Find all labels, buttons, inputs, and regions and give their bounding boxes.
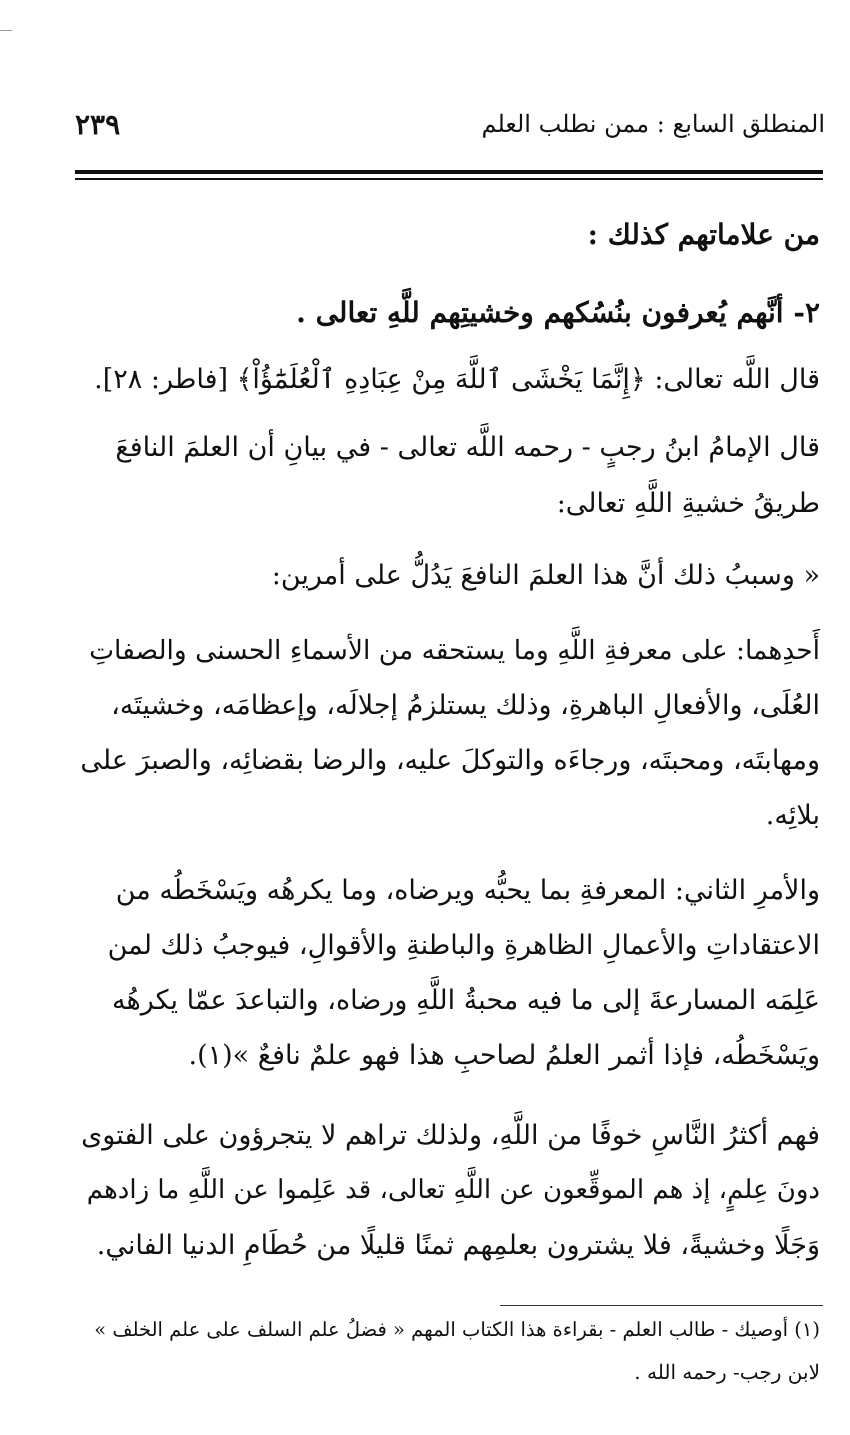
second-matter-line-3: عَلِمَه المسارعةَ إلى ما فيه محبةُ اللَّهِ ورضاه، والتباعدَ عمّا يكرهُه bbox=[112, 985, 820, 1016]
chapter-title: المنطلق السابع : ممن نطلب العلم bbox=[481, 110, 825, 138]
section-heading: من علاماتهم كذلك : bbox=[587, 218, 820, 251]
main-text bbox=[78, 0, 820, 1435]
closing-line-2: دونَ عِلمٍ، إذ هم الموقِّعون عن اللَّهِ تعالى، قد عَلِموا عن اللَّهِ ما زادهم bbox=[86, 1175, 820, 1205]
footnote-line-2: لابن رجب- رحمه الله . bbox=[634, 1360, 820, 1384]
second-matter-line-4: ويَسْخَطُه، فإذا أثمر العلمُ لصاحبِ هذا فهو علمٌ نافعٌ »(١). bbox=[188, 1040, 820, 1071]
first-matter-line-4: بلائِه. bbox=[765, 800, 820, 831]
quote-intro-line-1: قال الإمامُ ابنُ رجبٍ - رحمه اللَّه تعالى - في بيانِ أن العلمَ النافعَ bbox=[115, 432, 820, 463]
first-matter-line-2: العُلَى، والأفعالِ الباهرةِ، وذلك يستلزمُ إجلالَه، وإعظامَه، وخشيتَه، bbox=[111, 690, 820, 721]
footnote-separator bbox=[500, 1305, 823, 1306]
closing-line-1: فهم أكثرُ النَّاسِ خوفًا من اللَّهِ، ولذلك تراهم لا يتجرؤون على الفتوى bbox=[81, 1120, 820, 1151]
first-matter-line-1: أَحدِهما: على معرفةِ اللَّهِ وما يستحقه من الأسماءِ الحسنى والصفاتِ bbox=[89, 635, 820, 666]
closing-line-3: وَجَلًا وخشيةً، فلا يشترون بعلمِهم ثمنًا قليلًا من حُطَامِ الدنيا الفاني. bbox=[96, 1230, 820, 1261]
quote-intro-line-2: طريقُ خشيةِ اللَّهِ تعالى: bbox=[556, 488, 820, 519]
point-2-heading: ٢- أنَّهم يُعرفون بنُسُكهم وخشيتِهم للَّهِ تعالى . bbox=[296, 296, 820, 329]
footnote-line-1: (١) أوصيك - طالب العلم - بقراءة هذا الكتاب المهم « فضلُ علم السلف على علم الخلف » bbox=[94, 1318, 820, 1341]
scan-margin-mark bbox=[0, 30, 12, 31]
first-matter-line-3: ومهابتَه، ومحبتَه، ورجاءَه والتوكلَ عليه، والرضا بقضائِه، والصبرَ على bbox=[80, 745, 820, 776]
second-matter-line-2: الاعتقاداتِ والأعمالِ الظاهرةِ والباطنةِ والأقوالِ، فيوجبُ ذلك لمن bbox=[107, 930, 820, 961]
verse-citation: قال اللَّه تعالى: ﴿إِنَّمَا يَخْشَى ٱللَّهَ مِنْ عِبَادِهِ ٱلْعُلَمَٰٓؤُاْ﴾ [فاطر: ٢٨]. bbox=[94, 364, 820, 395]
page-number: ٢٣٩ bbox=[75, 108, 121, 141]
second-matter-line-1: والأمرِ الثاني: المعرفةِ بما يحبُّه ويرضاه، وما يكرهُه ويَسْخَطُه من bbox=[115, 875, 820, 906]
quote-open: « وسببُ ذلك أنَّ هذا العلمَ النافعَ يَدُلُّ على أمرين: bbox=[271, 560, 820, 591]
